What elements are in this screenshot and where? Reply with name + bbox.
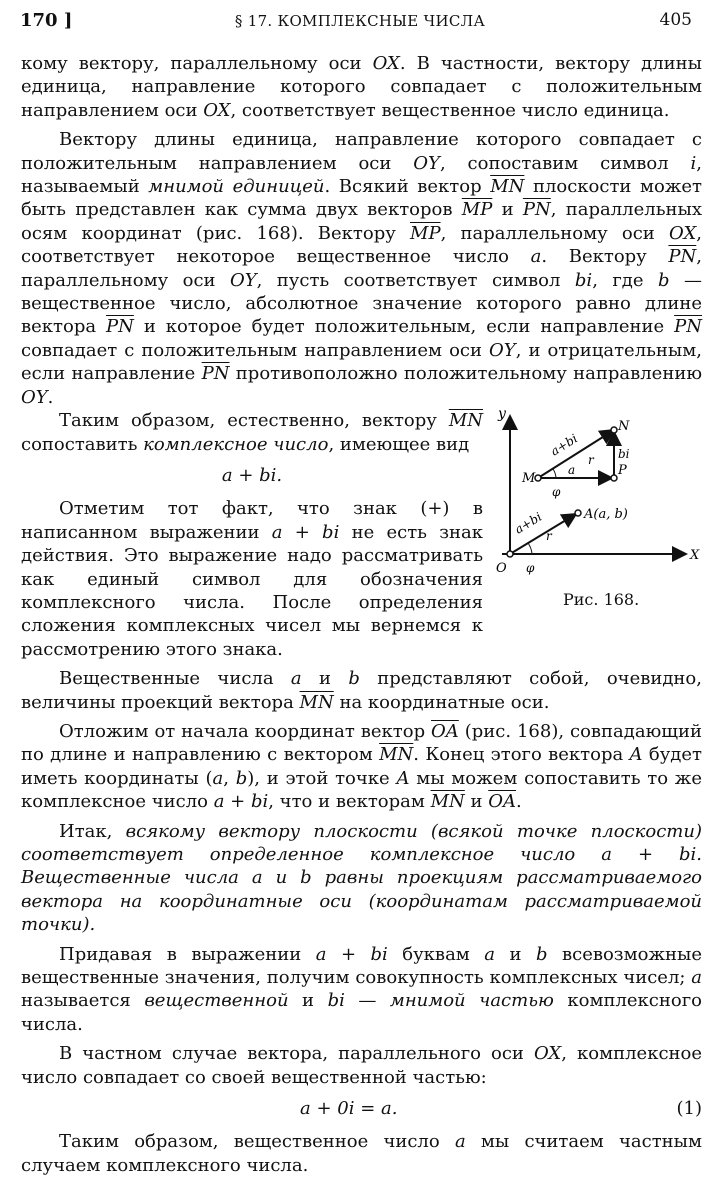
angle-arc-1 <box>553 469 556 478</box>
label-m: M <box>522 471 536 486</box>
label-a-point: A(a, b) <box>584 507 628 522</box>
figure-caption: Рис. 168. <box>563 590 640 609</box>
point-n <box>611 427 617 433</box>
label-r2: r <box>546 529 552 543</box>
point-o <box>507 551 513 557</box>
paragraph: Таким образом, вещественное число a мы считаем частным случаем комплексного числа. <box>21 1131 702 1176</box>
formula: a + bi. <box>221 464 283 486</box>
paragraph: Отложим от начала координат вектор $\overline{OA}$ (рис. 168), совпадающий по длине и направлению с вектором $\overline{MN}$. Конец этого вектора A будет иметь координаты (a, b), и этой точке A мы можем сопоставить то же комплексное число a + bi, что и векторам $\overline{MN}$ и $\overline{OA}$. <box>21 720 702 813</box>
figure-168 <box>496 404 706 619</box>
page-number-left: 170 ] <box>20 10 73 31</box>
label-phi1: φ <box>552 485 561 499</box>
label-p: P <box>618 463 627 478</box>
label-origin: O <box>496 561 507 576</box>
section-title: § 17. КОМПЛЕКСНЫЕ ЧИСЛА <box>234 12 486 30</box>
wrapped-text <box>21 409 483 661</box>
formula-1: a + 0i = a. (1) <box>300 1098 702 1120</box>
label-mn: a+bi <box>548 431 580 459</box>
label-a: a <box>568 463 576 477</box>
paragraph: В частном случае вектора, параллельного оси OX, комплексное число совпадает со своей вещественной частью: <box>21 1043 703 1088</box>
label-phi2: φ <box>526 561 535 575</box>
paragraph: Отметим тот факт, что знак (+) в написанном выражении a + bi не есть знак действия. Это выражение надо рассматривать как единый символ для обозначения комплексного числа. После определения сложения комплексных чисел мы вернемся к рассмотрению этого знака. <box>21 498 483 660</box>
label-oa: a+bi <box>512 509 545 537</box>
paragraph: Придавая в выражении a + bi буквам a и b всевозможные вещественные значения, получим совокупность комплексных чисел; a называется вещественной и bi — мнимой частью комплексного числа. <box>21 943 703 1035</box>
running-header <box>20 10 700 40</box>
label-bi: bi <box>618 447 630 461</box>
paragraph: кому вектору, параллельному оси OX. В частности, вектору длины единица, направление которого совпадает с положительным направлением оси OX, соответствует вещественное число единица. <box>21 53 702 121</box>
point-m <box>535 475 541 481</box>
paragraph: Вещественные числа a и b представляют собой, очевидно, величины проекций вектора $\overline{MN}$ на координатные оси. <box>21 668 702 713</box>
paragraph: Итак, всякому вектору плоскости (всякой точке плоскости) соответствует определенное комплексное число a + bi. Вещественные числа a и b равны проекциям рассматриваемого вектора на координатные оси (координатам рассматриваемой точки). <box>21 820 702 936</box>
paragraph: Таким образом, естественно, вектору $\overline{MN}$ сопоставить комплексное число, имеющее вид <box>21 410 483 455</box>
point-a <box>575 510 581 516</box>
label-x: X <box>690 548 700 563</box>
point-p <box>611 475 617 481</box>
label-y: y <box>498 406 506 422</box>
label-n: N <box>618 419 630 434</box>
page-number-right: 405 <box>659 10 692 30</box>
label-r1: r <box>588 453 594 467</box>
paragraph: Вектору длины единица, направление которого совпадает с положительным направлением оси OY, сопоставим символ i, называемый мнимой единицей. Всякий вектор $\overline{MN}$ плоскости может быть представлен как сумма двух векторов $\overline{MP}$ и $\overline{PN}$, параллельных осям координат (рис. 168). Вектору $\overline{MP}$, параллельному оси OX, соответствует некоторое вещественное число a. Вектору $\overline{PN}$, параллельному оси OY, пусть соответствует символ bi, где b — вещественное число, абсолютное значение которого равно длине вектора $\overline{PN}$ и которое будет положительным, если направление $\overline{PN}$ совпадает с положительным направлением оси OY, и отрицательным, если направление $\overline{PN}$ противоположно положительному направлению OY. <box>21 129 703 408</box>
angle-arc-2 <box>528 543 532 554</box>
